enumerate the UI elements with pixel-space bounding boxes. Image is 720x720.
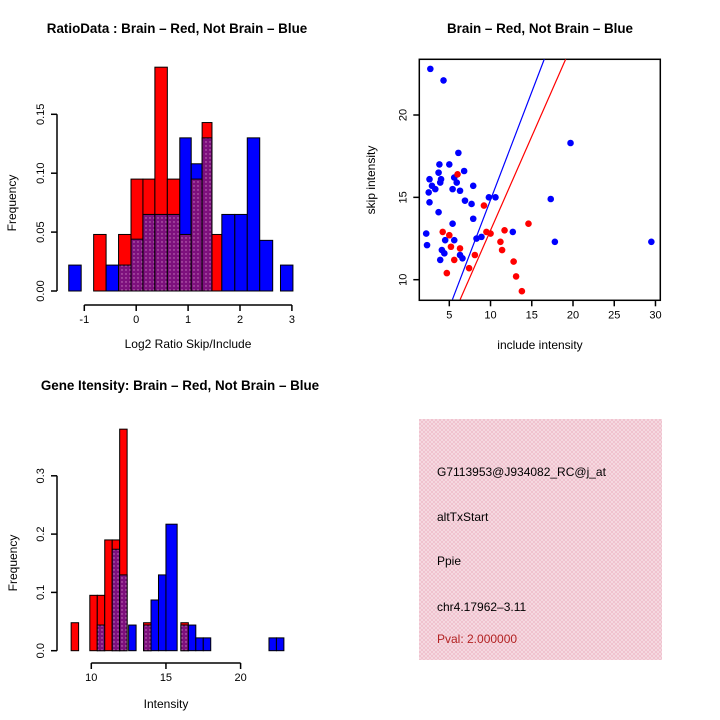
hist-bar-purple bbox=[97, 625, 104, 651]
scatter-point-blue bbox=[449, 186, 456, 193]
ratio-histogram-panel bbox=[0, 0, 360, 360]
gene-intensity-histogram-panel bbox=[0, 360, 360, 720]
hist-bar-red bbox=[71, 623, 78, 651]
fit-line-blue bbox=[452, 59, 544, 299]
scatter-point-blue bbox=[453, 179, 460, 186]
scatter-point-blue bbox=[435, 169, 442, 176]
hist-bar-blue bbox=[269, 638, 276, 651]
scatter-point-red bbox=[510, 258, 517, 265]
hist-bar-blue bbox=[69, 265, 81, 291]
scatter-point-red bbox=[451, 257, 458, 264]
hist-bar-red bbox=[105, 540, 112, 651]
scatter-point-blue bbox=[552, 239, 559, 246]
scatter-point-blue bbox=[432, 186, 439, 193]
scatter-point-blue bbox=[457, 187, 464, 194]
hist-bar-blue bbox=[280, 265, 292, 291]
hist-bar-red bbox=[212, 234, 222, 291]
hist-bar-purple bbox=[180, 234, 191, 291]
scatter-point-blue bbox=[455, 150, 462, 157]
pvalue-text: Pval: 2.000000 bbox=[437, 632, 518, 646]
scatter-point-blue bbox=[435, 209, 442, 216]
scatter-point-red bbox=[481, 202, 488, 209]
x-axis-title: Log2 Ratio Skip/Include bbox=[124, 337, 252, 351]
x-axis-title: Intensity bbox=[143, 697, 189, 711]
scatter-point-blue bbox=[424, 242, 431, 249]
x-tick-label: -1 bbox=[79, 314, 90, 326]
scatter-point-red bbox=[519, 288, 526, 295]
x-tick-label: 10 bbox=[484, 309, 497, 322]
scatter-point-blue bbox=[547, 196, 554, 203]
scatter-point-blue bbox=[462, 197, 469, 204]
hist-bar-purple bbox=[155, 214, 167, 291]
probe-info-panel bbox=[419, 419, 662, 660]
hist-bar-blue bbox=[276, 638, 283, 651]
scatter-point-blue bbox=[426, 199, 433, 206]
scatter-point-blue bbox=[437, 179, 444, 186]
hist-bar-blue bbox=[247, 138, 259, 291]
scatter-point-blue bbox=[436, 161, 443, 168]
chromosome-location-text: chr4.17962–3.11 bbox=[437, 600, 527, 614]
panel-title: RatioData : Brain – Red, Not Brain – Blue bbox=[46, 21, 308, 36]
scatter-point-blue bbox=[425, 189, 432, 196]
scatter-point-red bbox=[487, 230, 494, 237]
y-tick-label: 0.15 bbox=[35, 103, 47, 126]
scatter-point-red bbox=[525, 220, 532, 227]
y-tick-label: 0.10 bbox=[35, 162, 47, 184]
scatter-point-red bbox=[501, 227, 508, 234]
y-axis-title: Frequency bbox=[5, 174, 19, 232]
x-tick-label: 0 bbox=[133, 314, 140, 326]
scatter-point-blue bbox=[423, 230, 430, 237]
intensity-scatter-panel bbox=[360, 0, 720, 360]
y-axis-title: Frequency bbox=[6, 534, 20, 592]
scatter-point-blue bbox=[470, 183, 477, 190]
hist-bar-blue bbox=[106, 265, 118, 291]
event-type-text: altTxStart bbox=[437, 510, 489, 524]
hist-bar-blue bbox=[129, 625, 136, 651]
hist-bar-purple bbox=[119, 265, 131, 291]
hist-bar-blue bbox=[151, 600, 158, 651]
x-tick-label: 20 bbox=[234, 672, 247, 684]
scatter-point-blue bbox=[427, 66, 434, 73]
x-tick-label: 1 bbox=[185, 314, 192, 326]
x-axis-title: include intensity bbox=[497, 338, 583, 352]
x-tick-label: 25 bbox=[608, 309, 621, 322]
x-tick-label: 3 bbox=[288, 314, 295, 326]
gene-name-text: Ppie bbox=[437, 554, 462, 568]
hist-bar-purple bbox=[191, 179, 202, 291]
x-tick-label: 20 bbox=[566, 309, 580, 322]
hist-bar-purple bbox=[131, 239, 143, 291]
x-tick-label: 15 bbox=[159, 672, 173, 684]
scatter-point-blue bbox=[457, 252, 464, 259]
scatter-point-blue bbox=[461, 168, 468, 175]
y-tick-label: 10 bbox=[397, 273, 410, 286]
scatter-point-red bbox=[444, 270, 451, 277]
scatter-point-blue bbox=[426, 176, 433, 183]
hist-bar-purple bbox=[202, 138, 212, 291]
scatter-point-red bbox=[499, 247, 506, 254]
scatter-point-red bbox=[497, 239, 504, 246]
y-tick-label: 0.05 bbox=[35, 221, 47, 243]
hist-bar-purple bbox=[120, 575, 127, 651]
x-tick-label: 2 bbox=[236, 314, 244, 326]
y-tick-label: 0.00 bbox=[35, 280, 47, 302]
y-tick-label: 0.2 bbox=[35, 526, 47, 542]
scatter-point-red bbox=[439, 229, 446, 236]
hist-bar-red bbox=[90, 595, 97, 650]
scatter-point-blue bbox=[486, 194, 493, 201]
hist-bar-blue bbox=[222, 214, 235, 291]
scatter-point-blue bbox=[468, 201, 475, 208]
scatter-point-blue bbox=[470, 215, 477, 222]
hist-bar-blue bbox=[188, 625, 195, 651]
y-tick-label: 20 bbox=[397, 108, 410, 122]
scatter-point-red bbox=[446, 232, 453, 239]
scatter-point-blue bbox=[478, 234, 485, 241]
hist-bar-blue bbox=[260, 240, 273, 291]
panel-title: Gene Itensity: Brain – Red, Not Brain – Blue bbox=[40, 378, 320, 393]
hist-bar-purple bbox=[143, 214, 155, 291]
scatter-point-blue bbox=[437, 257, 444, 264]
scatter-point-blue bbox=[567, 140, 574, 147]
scatter-point-blue bbox=[449, 220, 456, 227]
scatter-point-blue bbox=[492, 194, 499, 201]
hist-bar-purple bbox=[181, 625, 188, 651]
panel-title: Brain – Red, Not Brain – Blue bbox=[446, 21, 634, 36]
scatter-point-blue bbox=[441, 250, 448, 257]
scatter-point-red bbox=[472, 252, 479, 259]
scatter-point-blue bbox=[451, 237, 458, 244]
scatter-point-blue bbox=[510, 229, 517, 236]
hist-bar-red bbox=[94, 234, 106, 291]
y-tick-label: 15 bbox=[397, 191, 410, 204]
hist-bar-purple bbox=[112, 549, 119, 650]
scatter-point-blue bbox=[446, 161, 453, 168]
y-tick-label: 0.1 bbox=[35, 584, 47, 601]
scatter-point-red bbox=[457, 245, 464, 252]
x-tick-label: 30 bbox=[649, 309, 662, 322]
hist-bar-blue bbox=[203, 638, 210, 651]
scatter-point-blue bbox=[440, 77, 447, 84]
scatter-point-red bbox=[454, 171, 461, 178]
x-tick-label: 10 bbox=[85, 672, 98, 684]
scatter-point-red bbox=[513, 273, 520, 280]
scatter-point-red bbox=[448, 243, 455, 250]
x-tick-label: 15 bbox=[525, 309, 538, 322]
hist-bar-purple bbox=[144, 625, 151, 651]
hist-bar-blue bbox=[235, 214, 247, 291]
y-tick-label: 0.3 bbox=[35, 468, 47, 484]
x-tick-label: 5 bbox=[446, 309, 453, 322]
probe-id-text: G7113953@J934082_RC@j_at bbox=[437, 465, 606, 479]
scatter-point-blue bbox=[648, 239, 655, 246]
hist-bar-blue bbox=[196, 638, 203, 651]
hist-bar-purple bbox=[167, 214, 179, 291]
scatter-point-red bbox=[466, 265, 473, 272]
hist-bar-blue bbox=[166, 524, 177, 651]
hist-bar-blue bbox=[158, 575, 165, 651]
y-axis-title: skip intensity bbox=[364, 145, 378, 215]
y-tick-label: 0.0 bbox=[35, 643, 47, 659]
